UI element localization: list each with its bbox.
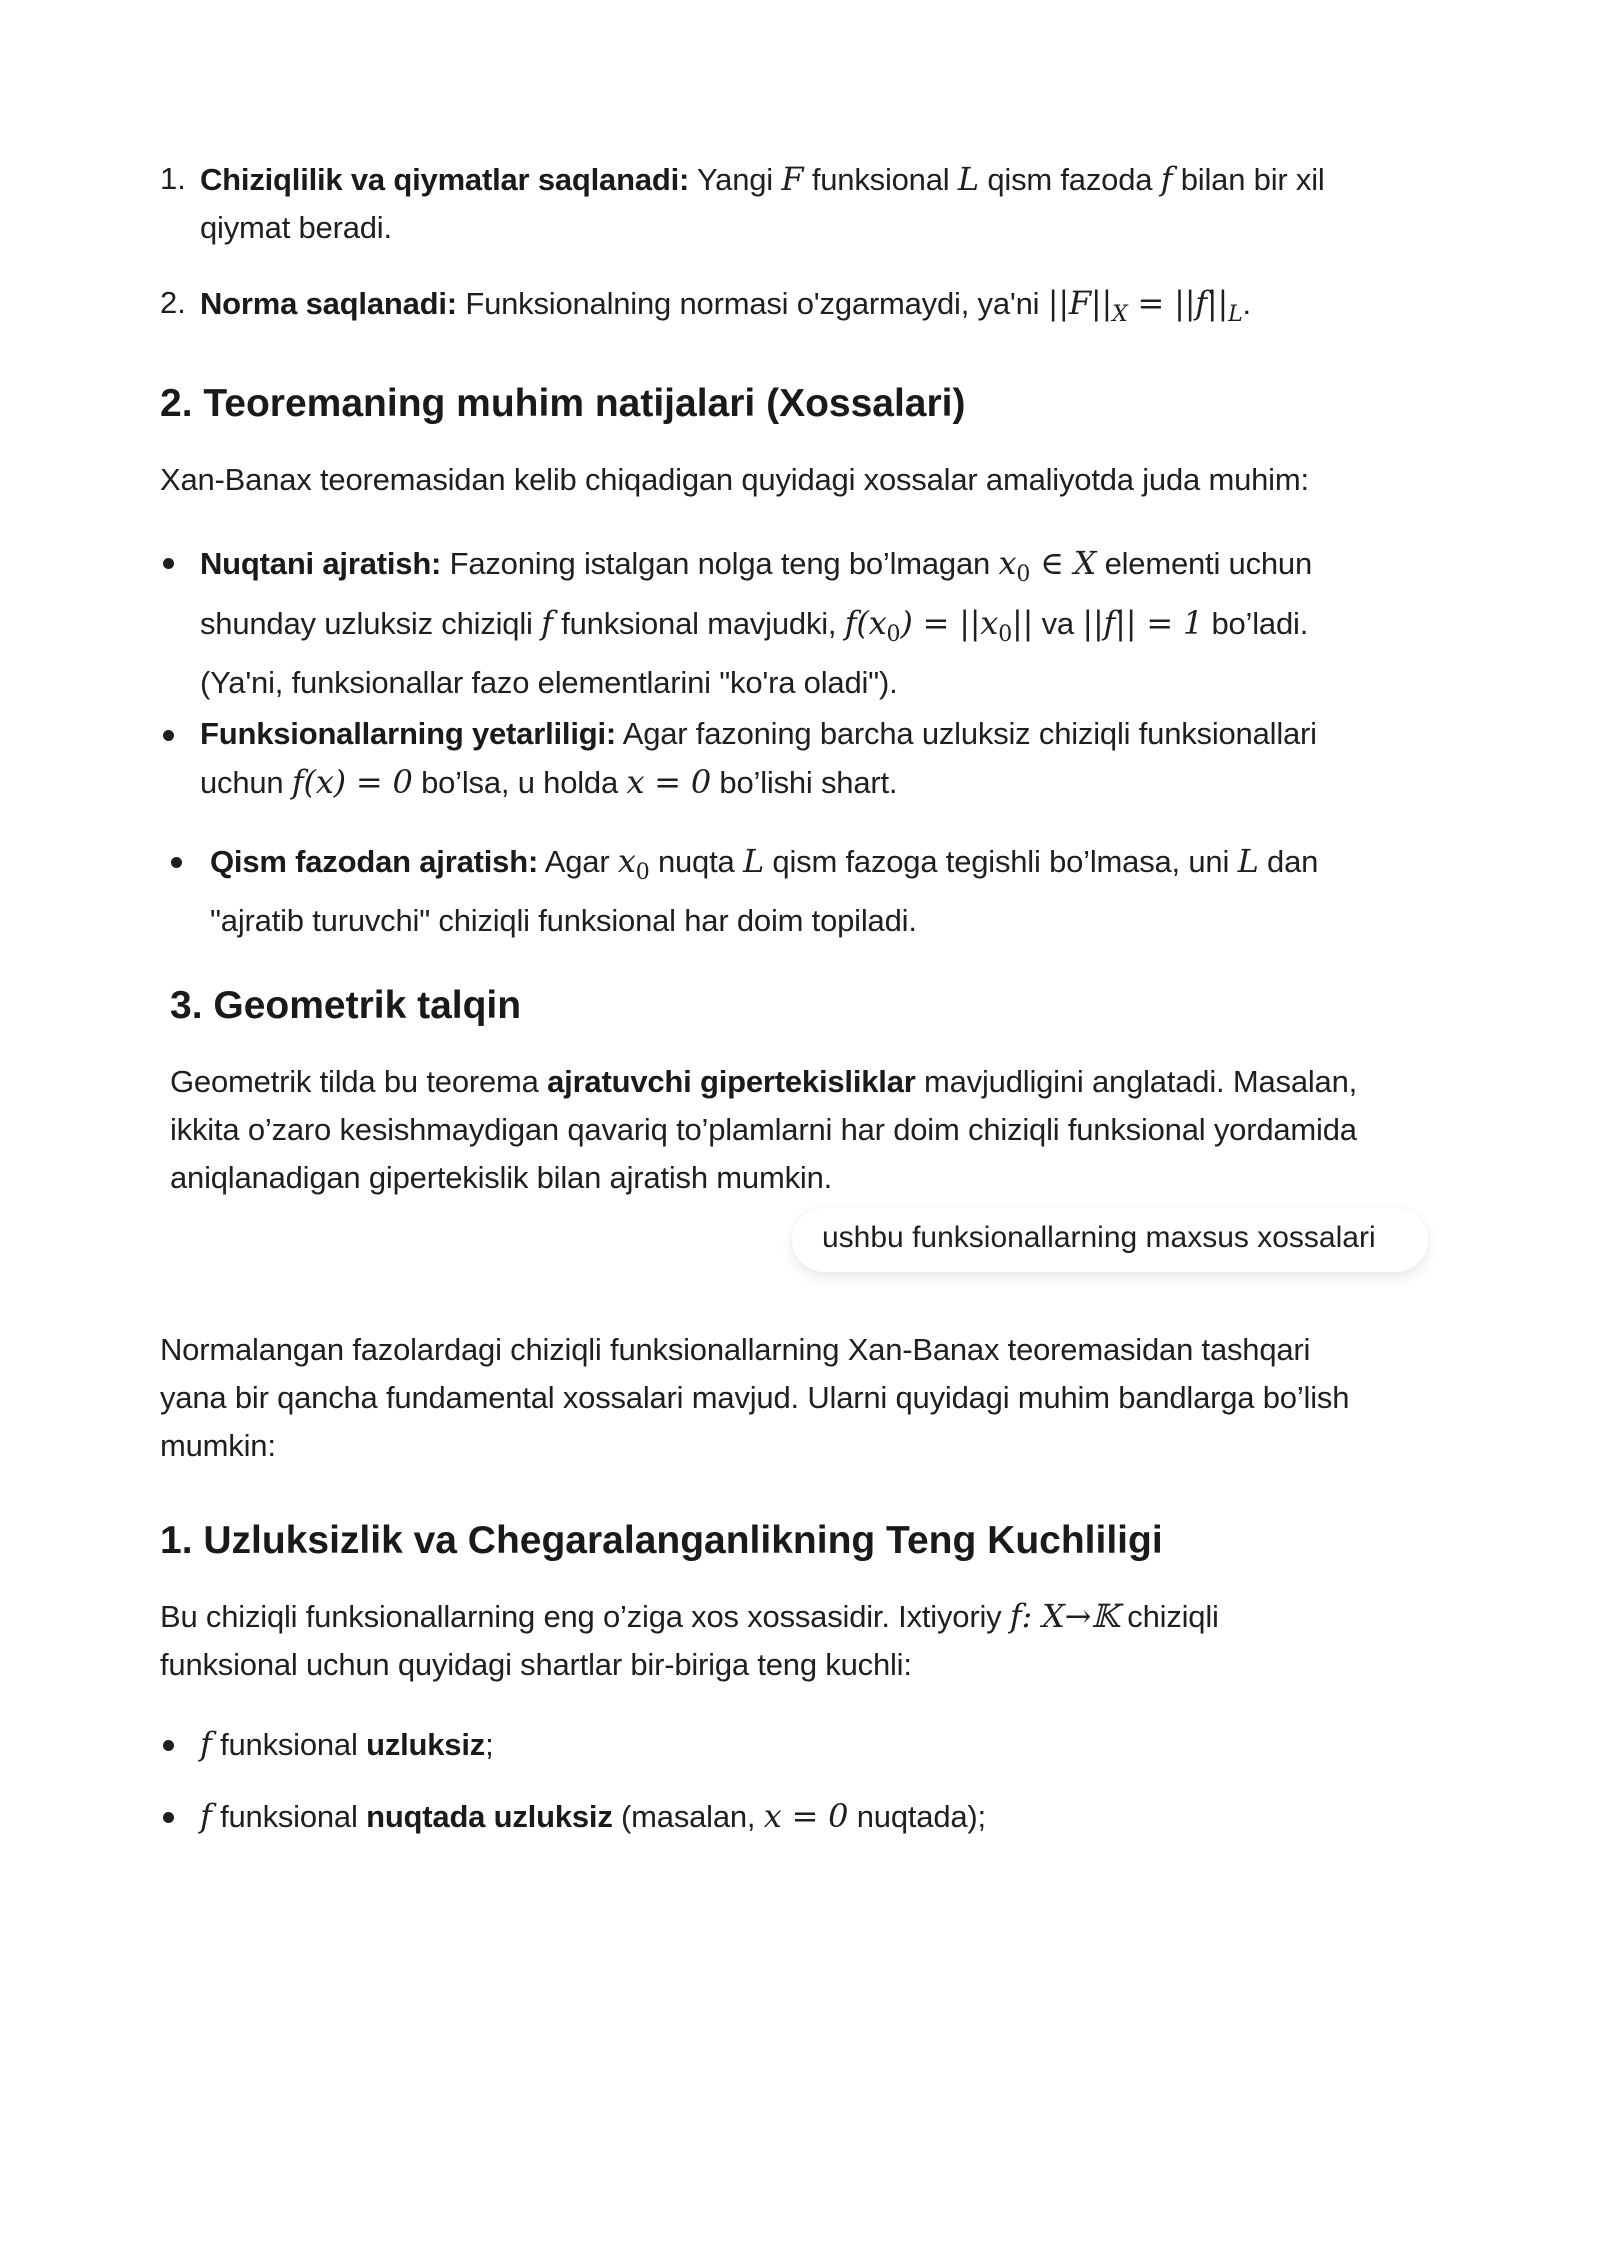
math-symbol: f — [200, 1725, 212, 1763]
formula: ||f|| = 1 — [1082, 604, 1204, 643]
formula: || — [1012, 604, 1034, 643]
text: funksional uchun quyidagi shartlar bir-biriga teng kuchli: — [160, 1647, 912, 1682]
math-symbol: ∈ X — [1030, 544, 1097, 582]
text: nuqtada); — [848, 1799, 986, 1834]
bullet-icon — [171, 857, 182, 868]
text: bilan bir xil — [1172, 162, 1325, 197]
formula: f(x) = 0 — [291, 763, 413, 801]
math-symbol: x — [998, 544, 1017, 582]
math-symbol: L — [742, 842, 765, 880]
text: Agar fazoning barcha uzluksiz chiziqli funksionallari — [616, 716, 1317, 751]
math-symbol: f — [541, 604, 553, 643]
section-paragraph — [160, 1592, 1460, 1689]
bold-term: uzluksiz — [366, 1727, 486, 1762]
formula: x = 0 — [626, 763, 712, 801]
subscript: L — [1228, 302, 1243, 328]
text: (masalan, — [612, 1799, 764, 1834]
math-symbol: F — [781, 160, 804, 198]
text: ikkita o’zaro kesishmaydigan qavariq to’plamlarni har doim chiziqli funksional yordamida — [170, 1112, 1357, 1147]
formula: x = 0 — [763, 1797, 849, 1835]
text: shunday uzluksiz chiziqli — [200, 606, 542, 642]
bullet-icon — [163, 1812, 174, 1823]
section-heading: 2. Teoremaning muhim natijalari (Xossalari) — [160, 382, 966, 425]
text: funksional — [211, 1727, 367, 1762]
math-symbol: L — [1237, 842, 1259, 880]
formula: = ||f|| — [1127, 284, 1229, 322]
text: aniqlanadigan gipertekislik bilan ajratish mumkin. — [170, 1160, 833, 1195]
subscript: 0 — [886, 622, 901, 648]
bullet-title: Nuqtani ajratish: — [200, 546, 442, 581]
text: Geometrik tilda bu teorema — [170, 1064, 548, 1099]
math-symbol: f — [200, 1797, 212, 1835]
bold-term: ajratuvchi gipertekisliklar — [547, 1064, 916, 1099]
bullet-item-uzluksiz — [200, 1720, 1460, 1769]
text: Normalangan fazolardagi chiziqli funksionallarning Xan-Banax teoremasidan tashqari — [160, 1332, 1311, 1367]
list-number-1: 1. — [160, 161, 186, 196]
subscript: 0 — [998, 622, 1013, 648]
bullet-icon — [163, 730, 174, 741]
text: "ajratib turuvchi" chiziqli funksional har doim topiladi. — [210, 903, 917, 939]
text: bo’ladi. — [1203, 606, 1309, 642]
response-paragraph — [160, 1326, 1460, 1470]
math-symbol: L — [957, 160, 979, 198]
text: Bu chiziqli funksionallarning eng o’ziga xos xossasidir. Ixtiyoriy — [160, 1599, 1010, 1634]
bullet-item-nuqtani-ajratish — [200, 539, 1460, 707]
subscript: 0 — [1016, 562, 1031, 588]
bullet-title: Funksionallarning yetarliligi: — [200, 716, 617, 751]
formula: f: X→𝕂 — [1009, 1597, 1119, 1635]
text: uchun — [200, 765, 292, 800]
text: Yangi — [689, 162, 782, 197]
list-number-2: 2. — [160, 285, 186, 320]
text: funksional — [211, 1799, 367, 1834]
formula: ) = ||x — [900, 604, 999, 643]
text: Agar — [538, 844, 618, 879]
text: va — [1033, 606, 1083, 642]
bullet-item-qism-fazo — [210, 837, 1470, 945]
section-paragraph — [170, 1058, 1470, 1202]
text: ; — [485, 1727, 494, 1762]
bullet-title: Qism fazodan ajratish: — [210, 844, 539, 879]
list-item-2 — [200, 279, 1460, 339]
text: . — [1242, 286, 1251, 321]
list-item-title: Chiziqlilik va qiymatlar saqlanadi: — [200, 162, 690, 197]
text: qiymat beradi. — [200, 210, 392, 245]
text: Funksionalning normasi o'zgarmaydi, ya'ni — [456, 286, 1048, 321]
text: dan — [1258, 844, 1319, 879]
text: elementi uchun — [1096, 546, 1313, 581]
text: bo’lsa, u holda — [412, 765, 627, 800]
list-item-title: Norma saqlanadi: — [200, 286, 457, 321]
subscript: X — [1112, 302, 1128, 328]
text: Fazoning istalgan nolga teng bo’lmagan — [441, 546, 999, 581]
text: mumkin: — [160, 1428, 276, 1463]
list-item-1 — [200, 155, 1460, 252]
text: yana bir qancha fundamental xossalari mavjud. Ularni quyidagi muhim bandlarga bo’lish — [160, 1380, 1350, 1415]
section-intro: Xan-Banax teoremasidan kelib chiqadigan quyidagi xossalar amaliyotda juda muhim: — [160, 462, 1309, 497]
formula: ||F|| — [1047, 284, 1113, 322]
math-symbol: f — [1160, 160, 1173, 198]
bullet-item-yetarlilik — [200, 710, 1460, 807]
chip-label: ushbu funksionallarning maxsus xossalari — [822, 1221, 1376, 1254]
text: funksional mavjudki, — [552, 606, 845, 642]
text: mavjudligini anglatadi. Masalan, — [915, 1064, 1358, 1099]
bullet-icon — [163, 1740, 174, 1751]
subscript: 0 — [635, 860, 650, 886]
text: (Ya'ni, funksionallar fazo elementlarini "ko'ra oladi"). — [200, 665, 898, 701]
text: nuqta — [649, 844, 743, 879]
suggestion-chip[interactable] — [792, 1208, 1428, 1272]
bullet-item-nuqtada-uzluksiz — [200, 1792, 1460, 1841]
math-symbol: x — [617, 842, 636, 880]
formula: f(x — [844, 604, 887, 643]
section-heading: 3. Geometrik talqin — [170, 984, 522, 1027]
bullet-icon — [163, 558, 174, 569]
bold-term: nuqtada uzluksiz — [366, 1799, 613, 1834]
text: funksional — [803, 162, 958, 197]
text: chiziqli — [1118, 1599, 1219, 1634]
text: bo’lishi shart. — [711, 765, 898, 800]
text: qism fazoda — [978, 162, 1161, 197]
section-heading: 1. Uzluksizlik va Chegaralanganlikning Teng Kuchliligi — [160, 1519, 1163, 1562]
text: qism fazoga tegishli bo’lmasa, uni — [764, 844, 1238, 879]
